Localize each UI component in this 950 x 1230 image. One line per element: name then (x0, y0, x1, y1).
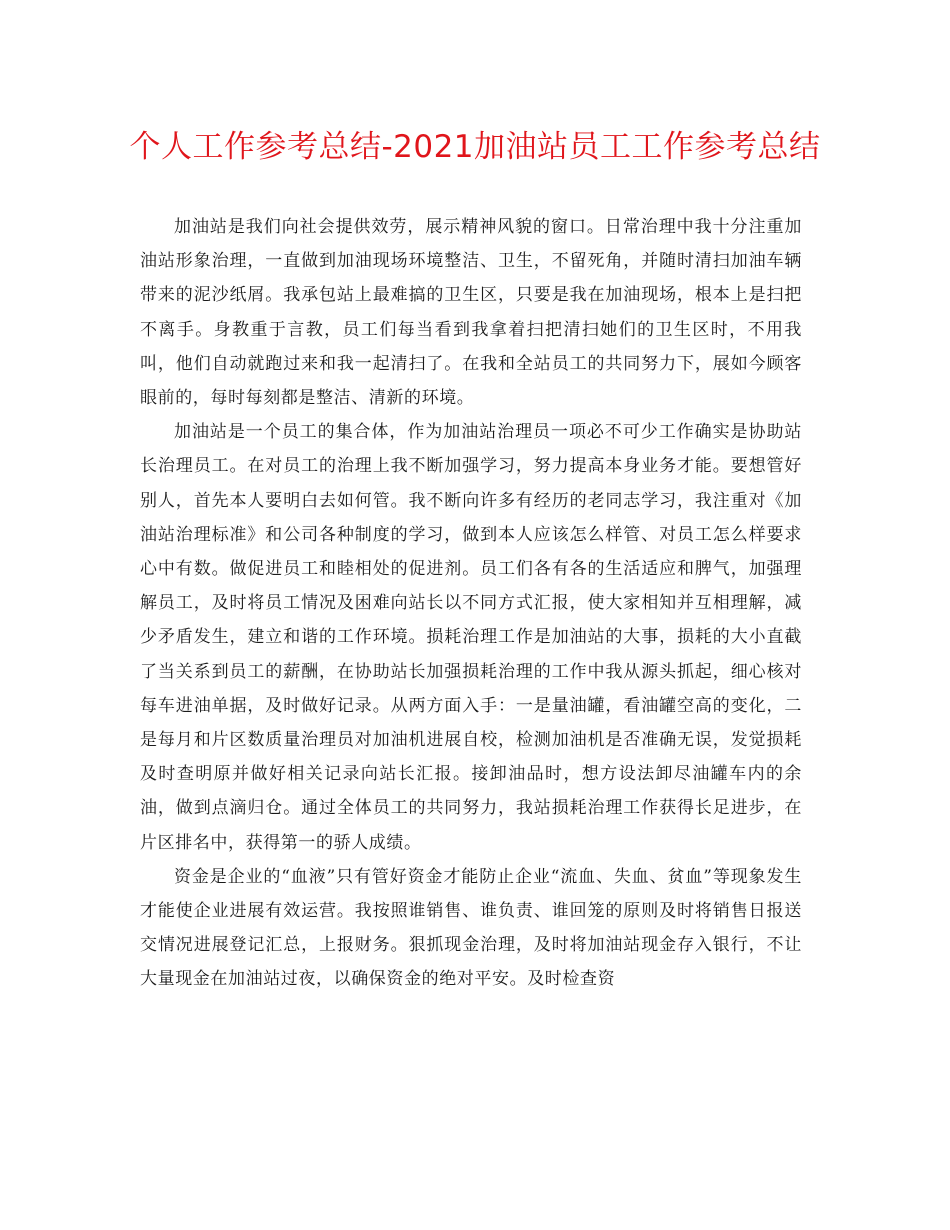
body-paragraph-3: 资金是企业的“血液”只有管好资金才能防止企业“流血、失血、贫血”等现象发生才能使企业进展有效运营。我按照谁销售、谁负责、谁回笼的原则及时将销售日报送交情况进展登记汇总，上报财务。狠抓现金治理，及时将加油站现金存入银行，不让大量现金在加油站过夜，以确保资金的绝对平安。及时检查资 (140, 866, 802, 990)
body-paragraph-2: 加油站是一个员工的集合体，作为加油站治理员一项必不可少工作确实是协助站长治理员工。在对员工的治理上我不断加强学习，努力提高本身业务才能。要想管好别人，首先本人要明白去如何管。我不断向许多有经历的老同志学习，我注重对《加油站治理标准》和公司各种制度的学习，做到本人应该怎么样管、对员工怎么样要求心中有数。做促进员工和睦相处的促进剂。员工们各有各的生活适应和脾气，加强理解员工，及时将员工情况及困难向站长以不同方式汇报，使大家相知并互相理解，减少矛盾发生，建立和谐的工作环境。损耗治理工作是加油站的大事，损耗的大小直截了当关系到员工的薪酬，在协助站长加强损耗治理的工作中我从源头抓起，细心核对每车进油单据，及时做好记录。从两方面入手：一是量油罐，看油罐空高的变化，二是每月和片区数质量治理员对加油机进展自校，检测加油机是否准确无误，发觉损耗及时查明原并做好相关记录向站长汇报。接卸油品时，想方设法卸尽油罐车内的余油，做到点滴归仓。通过全体员工的共同努力，我站损耗治理工作获得长足进步，在片区排名中，获得第一的骄人成绩。 (140, 422, 802, 853)
document-body (140, 210, 802, 997)
body-paragraph-1: 加油站是我们向社会提供效劳，展示精神风貌的窗口。日常治理中我十分注重加油站形象治理，一直做到加油现场环境整洁、卫生，不留死角，并随时清扫加油车辆带来的泥沙纸屑。我承包站上最难搞的卫生区，只要是我在加油现场，根本上是扫把不离手。身教重于言教，员工们每当看到我拿着扫把清扫她们的卫生区时，不用我叫，他们自动就跑过来和我一起清扫了。在我和全站员工的共同努力下，展如今顾客眼前的，每时每刻都是整洁、清新的环境。 (140, 217, 802, 409)
document-title: 个人工作参考总结-2021加油站员工工作参考总结 (129, 129, 821, 165)
